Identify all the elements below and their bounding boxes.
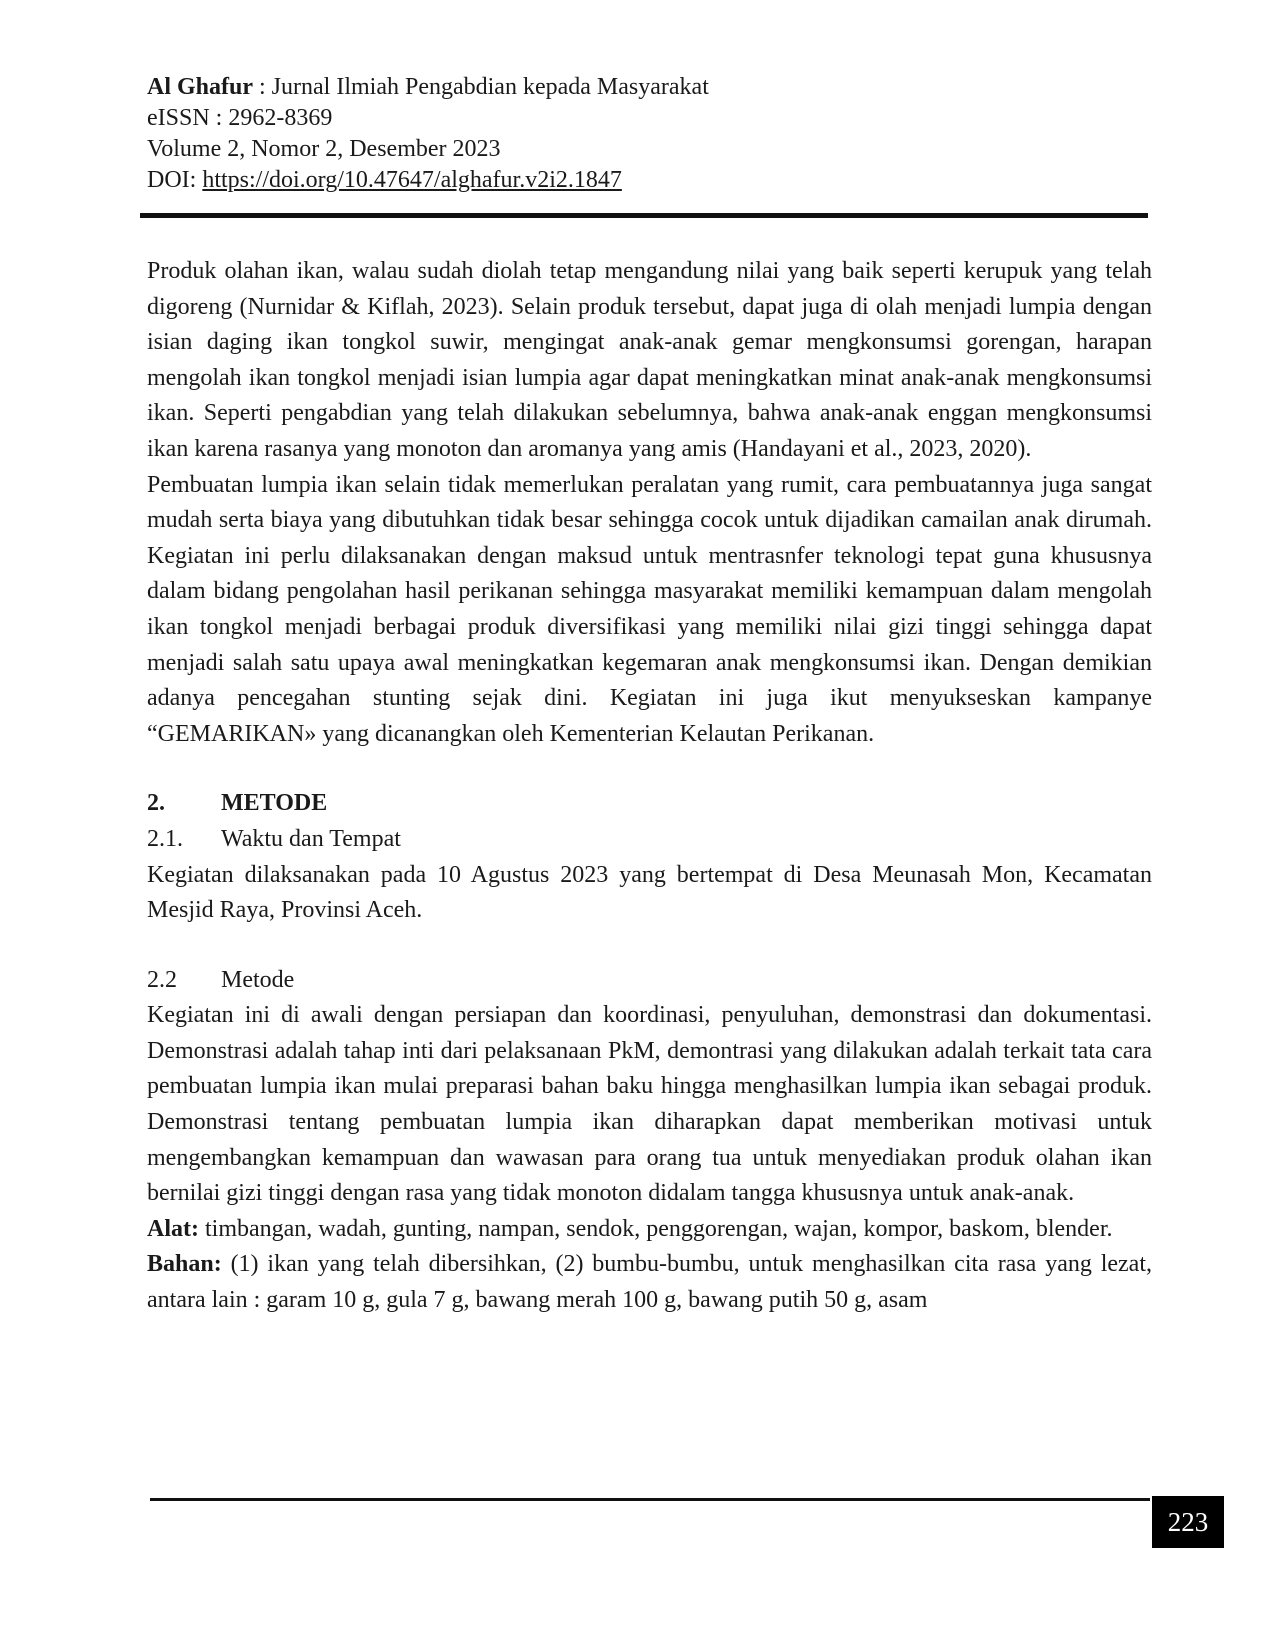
paragraph-3: Kegiatan dilaksanakan pada 10 Agustus 2023 yang bertempat di Desa Meunasah Mon, Kecamatan Mesjid Raya, Provinsi Aceh. [147, 861, 1152, 924]
eissn: eISSN : 2962-8369 [147, 105, 333, 131]
subsection-number: 2.2 [147, 966, 177, 993]
bahan-label: Bahan: [147, 1251, 222, 1278]
journal-name: Al Ghafur [147, 74, 254, 100]
subsection-number: 2.1. [147, 825, 183, 852]
footer-divider [150, 1498, 1150, 1501]
subsection-heading-waktu [147, 822, 1152, 858]
article-body [147, 254, 1152, 1319]
section-heading-metode [147, 786, 1152, 822]
journal-title-line [147, 72, 709, 103]
subsection-title: Waktu dan Tempat [221, 825, 401, 852]
doi-link[interactable]: https://doi.org/10.47647/alghafur.v2i2.1847 [202, 167, 622, 193]
subsection-title: Metode [221, 966, 295, 993]
subsection-heading-metode [147, 963, 1152, 999]
page-number: 223 [1152, 1496, 1224, 1548]
paragraph-2: Pembuatan lumpia ikan selain tidak memerlukan peralatan yang rumit, cara pembuatannya juga sangat mudah serta biaya yang dibutuhkan tidak besar sehingga cocok untuk dijadikan camailan anak dirumah. Kegiatan ini perlu dilaksanakan dengan maksud untuk mentrasnfer teknologi tepat guna khususnya dalam bidang pengolahan hasil perikanan sehingga masyarakat memiliki kemampuan dalam mengolah ikan tongkol menjadi berbagai produk diversifikasi yang memiliki nilai gizi tinggi sehingga dapat menjadi salah satu upaya awal meningkatkan kegemaran anak mengkonsumsi ikan. Dengan demikian adanya pencegahan stunting sejak dini. Kegiatan ini juga ikut menyukseskan kampanye “GEMARIKAN» yang dicanangkan oleh Kementerian Kelautan Perikanan. [147, 471, 1152, 747]
section-title: METODE [221, 790, 328, 817]
doi-label: DOI: [147, 167, 203, 193]
journal-header [147, 72, 709, 196]
header-divider [140, 213, 1148, 218]
section-number: 2. [147, 790, 165, 817]
alat-label: Alat: [147, 1215, 199, 1242]
journal-subtitle: : Jurnal Ilmiah Pengabdian kepada Masyarakat [253, 74, 709, 100]
alat-text: timbangan, wadah, gunting, nampan, sendok, penggorengan, wajan, kompor, baskom, blender. [198, 1215, 1113, 1242]
alat-paragraph [147, 1212, 1152, 1248]
doi-line [147, 165, 709, 196]
paragraph-1: Produk olahan ikan, walau sudah diolah tetap mengandung nilai yang baik seperti kerupuk yang telah digoreng (Nurnidar & Kiflah, 2023). Selain produk tersebut, dapat juga di olah menjadi lumpia dengan isian daging ikan tongkol suwir, mengingat anak-anak gemar mengkonsumsi gorengan, harapan mengolah ikan tongkol menjadi isian lumpia agar dapat meningkatkan minat anak-anak mengkonsumsi ikan. Seperti pengabdian yang telah dilakukan sebelumnya, bahwa anak-anak enggan mengkonsumsi ikan karena rasanya yang monoton dan aromanya yang amis (Handayani et al., 2023, 2020). [147, 258, 1152, 462]
bahan-text: (1) ikan yang telah dibersihkan, (2) bumbu-bumbu, untuk menghasilkan cita rasa yang lezat, antara lain : garam 10 g, gula 7 g, bawang merah 100 g, bawang putih 50 g, asam [147, 1251, 1152, 1314]
bahan-paragraph [147, 1247, 1152, 1318]
paragraph-4: Kegiatan ini di awali dengan persiapan dan koordinasi, penyuluhan, demonstrasi dan dokumentasi. Demonstrasi adalah tahap inti dari pelaksanaan PkM, demontrasi yang dilakukan adalah terkait tata cara pembuatan lumpia ikan mulai preparasi bahan baku hingga menghasilkan lumpia ikan sebagai produk. Demonstrasi tentang pembuatan lumpia ikan diharapkan dapat memberikan motivasi untuk mengembangkan kemampuan dan wawasan para orang tua untuk menyediakan produk olahan ikan bernilai gizi tinggi dengan rasa yang tidak monoton didalam tangga khususnya untuk anak-anak. [147, 1002, 1152, 1207]
volume-info: Volume 2, Nomor 2, Desember 2023 [147, 136, 501, 162]
